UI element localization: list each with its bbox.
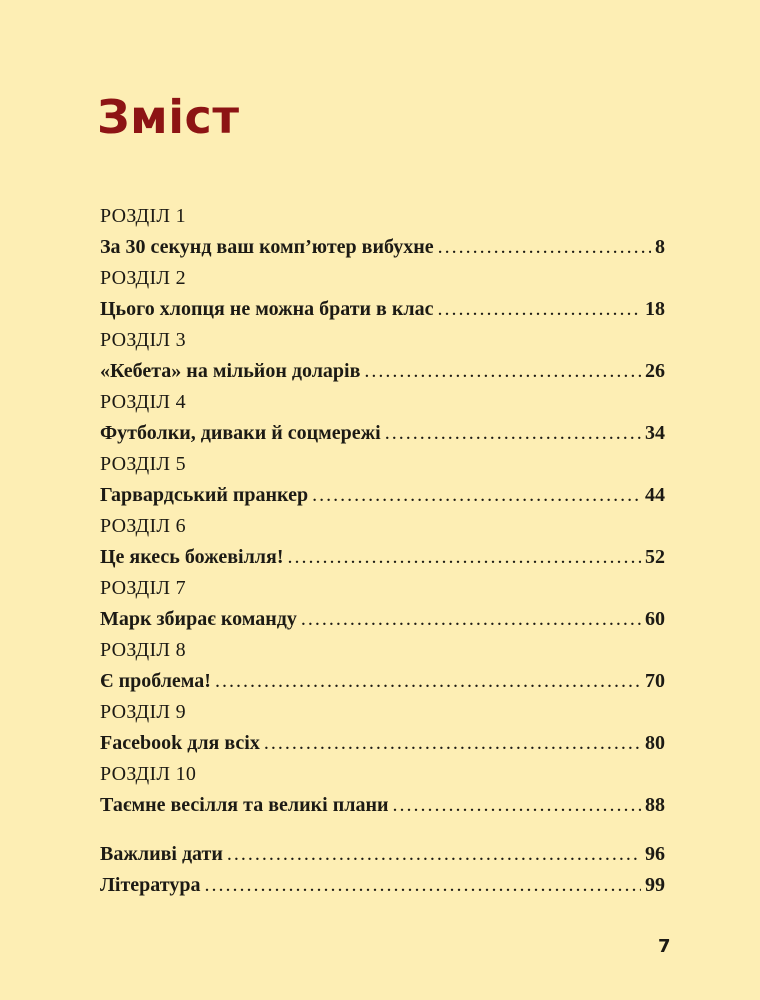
entry-page-number: 70 — [645, 670, 665, 692]
chapter-label: РОЗДІЛ 6 — [100, 515, 186, 537]
dot-leader — [204, 870, 641, 901]
dot-leader — [215, 666, 641, 697]
entry-title: «Кебета» на мільйон доларів — [100, 360, 361, 382]
toc-chapter-4 — [100, 387, 665, 449]
toc-entry[interactable] — [100, 480, 665, 511]
toc-entry[interactable] — [100, 356, 665, 387]
dot-leader — [312, 480, 641, 511]
toc-chapter-5 — [100, 449, 665, 511]
chapter-label: РОЗДІЛ 9 — [100, 701, 186, 723]
toc-chapter-10 — [100, 759, 665, 821]
chapter-label: РОЗДІЛ 3 — [100, 329, 186, 351]
dot-leader — [264, 728, 641, 759]
dot-leader — [364, 356, 641, 387]
entry-title: Важливі дати — [100, 843, 223, 865]
dot-leader — [227, 839, 641, 870]
toc-entry-literature[interactable] — [100, 870, 665, 901]
entry-page-number: 96 — [645, 843, 665, 865]
entry-page-number: 80 — [645, 732, 665, 754]
entry-page-number: 26 — [645, 360, 665, 382]
chapter-label: РОЗДІЛ 1 — [100, 205, 186, 227]
toc-entry-important-dates[interactable] — [100, 839, 665, 870]
entry-page-number: 52 — [645, 546, 665, 568]
chapter-label: РОЗДІЛ 2 — [100, 267, 186, 289]
entry-title: Футболки, диваки й соцмережі — [100, 422, 381, 444]
chapter-label: РОЗДІЛ 10 — [100, 763, 197, 785]
entry-page-number: 88 — [645, 794, 665, 816]
toc-entry[interactable] — [100, 790, 665, 821]
entry-title: Література — [100, 874, 201, 896]
dot-leader — [438, 232, 651, 263]
entry-title: Facebook для всіх — [100, 732, 260, 754]
toc-entry[interactable] — [100, 728, 665, 759]
dot-leader — [437, 294, 641, 325]
toc-chapter-3 — [100, 325, 665, 387]
entry-page-number: 44 — [645, 484, 665, 506]
dot-leader — [301, 604, 641, 635]
entry-page-number: 34 — [645, 422, 665, 444]
entry-title: Є проблема! — [100, 670, 211, 692]
toc-chapter-2 — [100, 263, 665, 325]
chapter-label: РОЗДІЛ 4 — [100, 391, 186, 413]
entry-page-number: 18 — [645, 298, 665, 320]
chapter-label: РОЗДІЛ 7 — [100, 577, 186, 599]
toc-entry[interactable] — [100, 418, 665, 449]
toc-entry[interactable] — [100, 666, 665, 697]
page-number: 7 — [658, 936, 671, 957]
entry-title: Марк збирає команду — [100, 608, 297, 630]
entry-page-number: 99 — [645, 874, 665, 896]
entry-title: Таємне весілля та великі плани — [100, 794, 389, 816]
page-title: Зміст — [97, 90, 240, 144]
toc-chapter-7 — [100, 573, 665, 635]
toc-chapter-1 — [100, 201, 665, 263]
chapter-label: РОЗДІЛ 8 — [100, 639, 186, 661]
dot-leader — [393, 790, 642, 821]
toc-chapter-6 — [100, 511, 665, 573]
toc-entry[interactable] — [100, 294, 665, 325]
entry-title: Цього хлопця не можна брати в клас — [100, 298, 434, 320]
toc-entry[interactable] — [100, 542, 665, 573]
entry-title: За 30 секунд ваш комп’ютер вибухне — [100, 236, 434, 258]
table-of-contents — [100, 201, 665, 901]
toc-chapter-9 — [100, 697, 665, 759]
chapter-label: РОЗДІЛ 5 — [100, 453, 186, 475]
entry-page-number: 8 — [655, 236, 665, 258]
toc-entry[interactable] — [100, 604, 665, 635]
toc-appendix — [100, 839, 665, 901]
toc-entry[interactable] — [100, 232, 665, 263]
entry-title: Гарвардський пранкер — [100, 484, 309, 506]
entry-title: Це якесь божевілля! — [100, 546, 284, 568]
dot-leader — [385, 418, 641, 449]
dot-leader — [288, 542, 642, 573]
entry-page-number: 60 — [645, 608, 665, 630]
toc-chapter-8 — [100, 635, 665, 697]
